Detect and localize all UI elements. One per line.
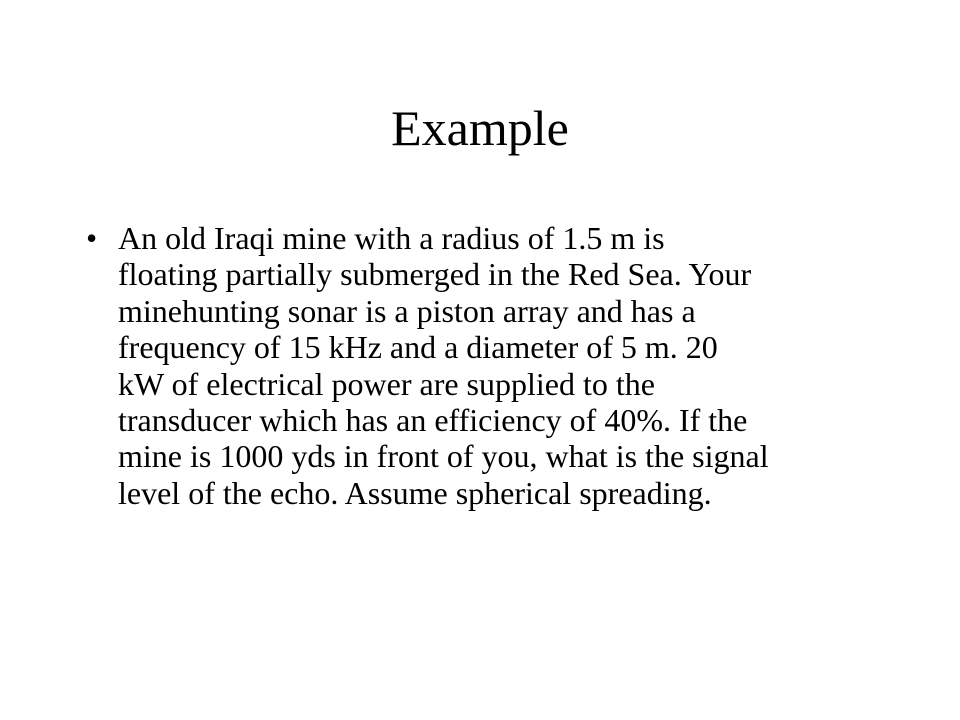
slide-title: Example: [391, 100, 569, 156]
bullet-text-line: frequency of 15 kHz and a diameter of 5 m. 20: [118, 329, 718, 366]
bullet-text-line: minehunting sonar is a piston array and has a: [118, 292, 696, 329]
bullet-text-line: transducer which has an efficiency of 40%. If the: [118, 402, 748, 439]
bullet-text: [118, 220, 898, 511]
bullet-text-line: An old Iraqi mine with a radius of 1.5 m is: [118, 220, 665, 256]
bullet-text-line: mine is 1000 yds in front of you, what is the signal: [118, 438, 769, 475]
bullet-icon: •: [86, 220, 98, 256]
bullet-text-line: kW of electrical power are supplied to the: [118, 365, 655, 402]
bullet-text-line: floating partially submerged in the Red Sea. Your: [118, 256, 752, 293]
bullet-text-line: level of the echo. Assume spherical spreading.: [118, 474, 712, 511]
